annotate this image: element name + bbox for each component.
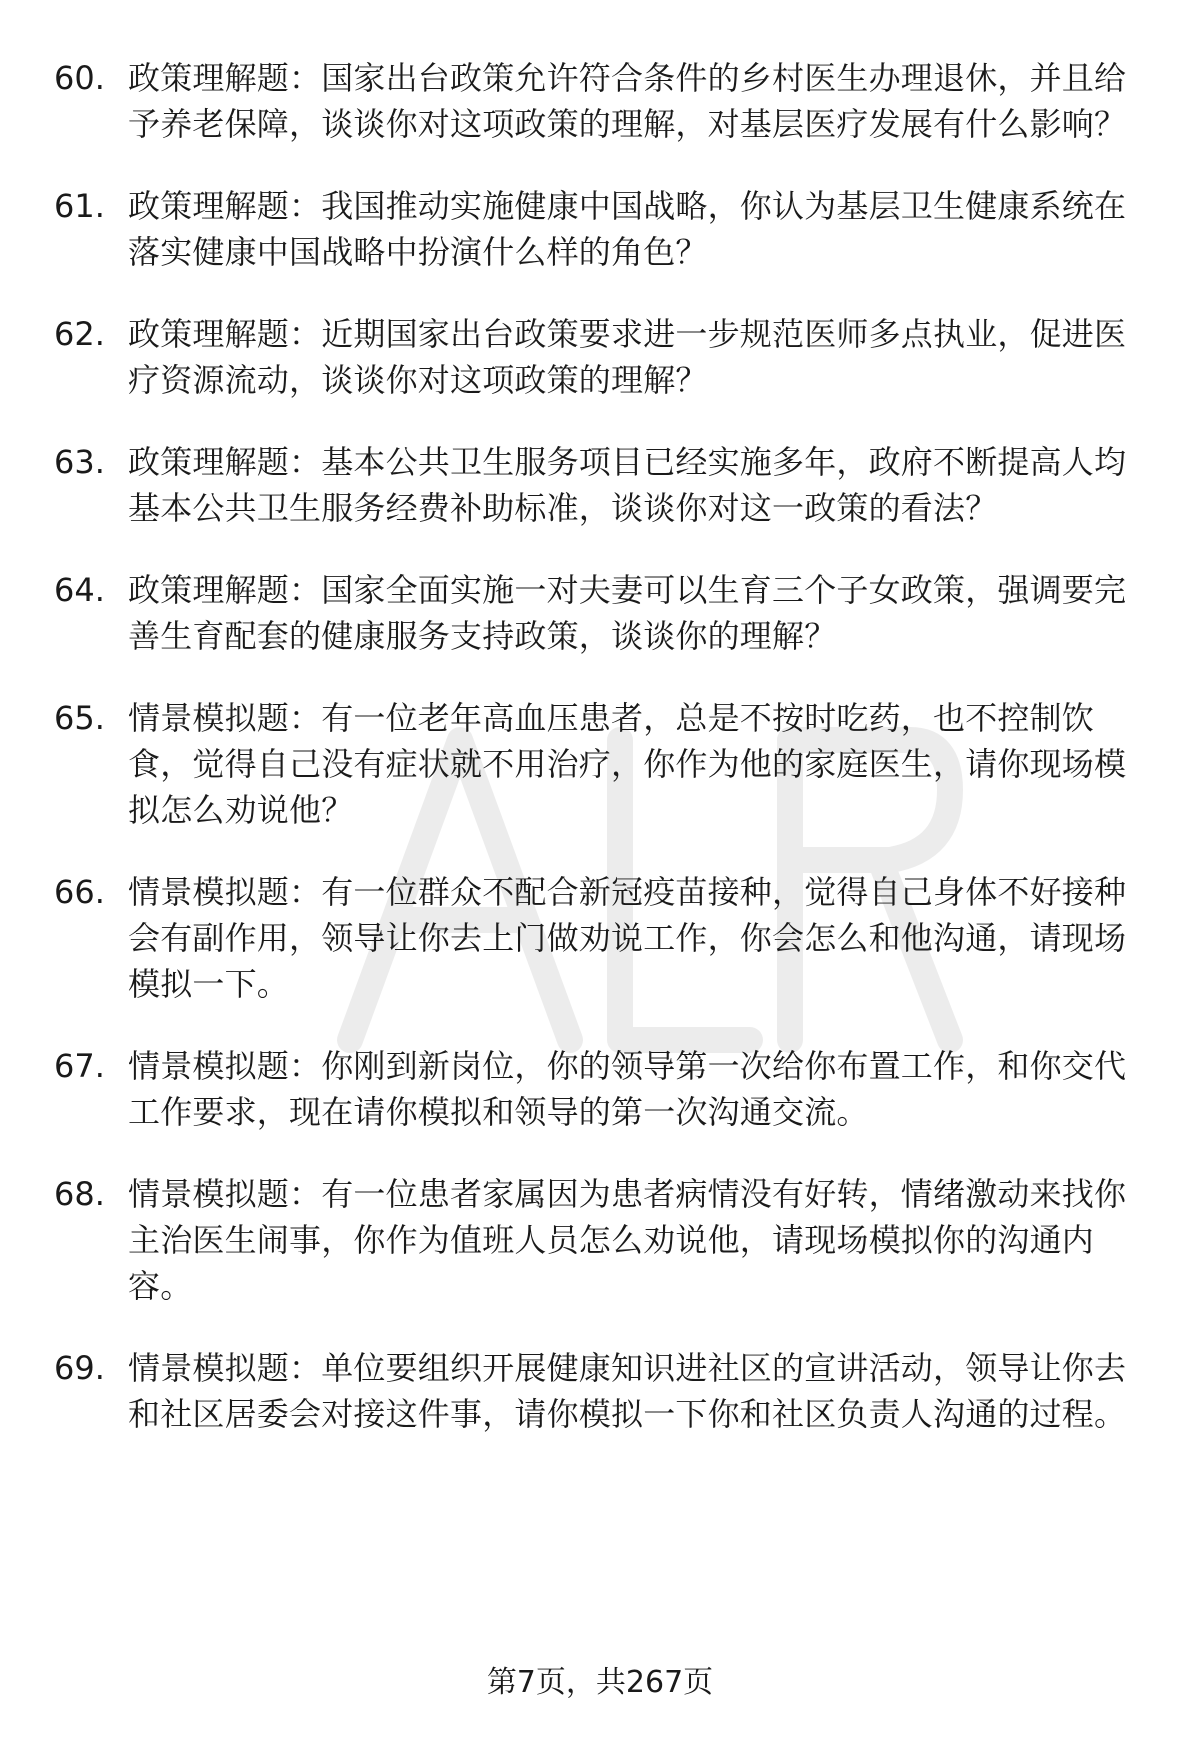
- question-item: [0, 183, 1200, 275]
- question-item: [0, 439, 1200, 531]
- question-item: [0, 1171, 1200, 1309]
- question-text: 政策理解题：基本公共卫生服务项目已经实施多年，政府不断提高人均基本公共卫生服务经费补助标准，谈谈你对这一政策的看法？: [128, 443, 1127, 527]
- question-number: 65.: [54, 699, 105, 737]
- question-number: 66.: [54, 873, 105, 911]
- question-number: 69.: [54, 1349, 105, 1387]
- question-number: 61.: [54, 187, 105, 225]
- question-text: 情景模拟题：有一位患者家属因为患者病情没有好转，情绪激动来找你主治医生闹事，你作为值班人员怎么劝说他，请现场模拟你的沟通内容。: [128, 1175, 1127, 1305]
- question-item: [0, 567, 1200, 659]
- question-item: [0, 869, 1200, 1007]
- question-number: 64.: [54, 571, 105, 609]
- question-text: 情景模拟题：你刚到新岗位，你的领导第一次给你布置工作，和你交代工作要求，现在请你模拟和领导的第一次沟通交流。: [128, 1047, 1127, 1131]
- question-text: 情景模拟题：有一位群众不配合新冠疫苗接种，觉得自己身体不好接种会有副作用，领导让你去上门做劝说工作，你会怎么和他沟通，请现场模拟一下。: [128, 873, 1127, 1003]
- question-text: 政策理解题：近期国家出台政策要求进一步规范医师多点执业，促进医疗资源流动，谈谈你对这项政策的理解？: [128, 315, 1127, 399]
- question-item: [0, 1043, 1200, 1135]
- question-text: 政策理解题：国家出台政策允许符合条件的乡村医生办理退休，并且给予养老保障，谈谈你对这项政策的理解，对基层医疗发展有什么影响？: [128, 59, 1127, 143]
- question-item: [0, 55, 1200, 147]
- question-number: 68.: [54, 1175, 105, 1213]
- question-text: 情景模拟题：有一位老年高血压患者，总是不按时吃药，也不控制饮食，觉得自己没有症状就不用治疗，你作为他的家庭医生，请你现场模拟怎么劝说他？: [128, 699, 1127, 829]
- page-number-label: 第7页，共267页: [486, 1665, 714, 1700]
- question-number: 63.: [54, 443, 105, 481]
- question-text: 政策理解题：我国推动实施健康中国战略，你认为基层卫生健康系统在落实健康中国战略中扮演什么样的角色？: [128, 187, 1127, 271]
- question-item: [0, 311, 1200, 403]
- question-number: 62.: [54, 315, 105, 353]
- question-text: 情景模拟题：单位要组织开展健康知识进社区的宣讲活动，领导让你去和社区居委会对接这件事，请你模拟一下你和社区负责人沟通的过程。: [128, 1349, 1127, 1433]
- question-number: 67.: [54, 1047, 105, 1085]
- question-text: 政策理解题：国家全面实施一对夫妻可以生育三个子女政策，强调要完善生育配套的健康服务支持政策，谈谈你的理解？: [128, 571, 1127, 655]
- page-footer: [0, 1663, 1200, 1703]
- question-list: [0, 55, 1200, 1473]
- question-item: [0, 695, 1200, 833]
- question-item: [0, 1345, 1200, 1437]
- question-number: 60.: [54, 59, 105, 97]
